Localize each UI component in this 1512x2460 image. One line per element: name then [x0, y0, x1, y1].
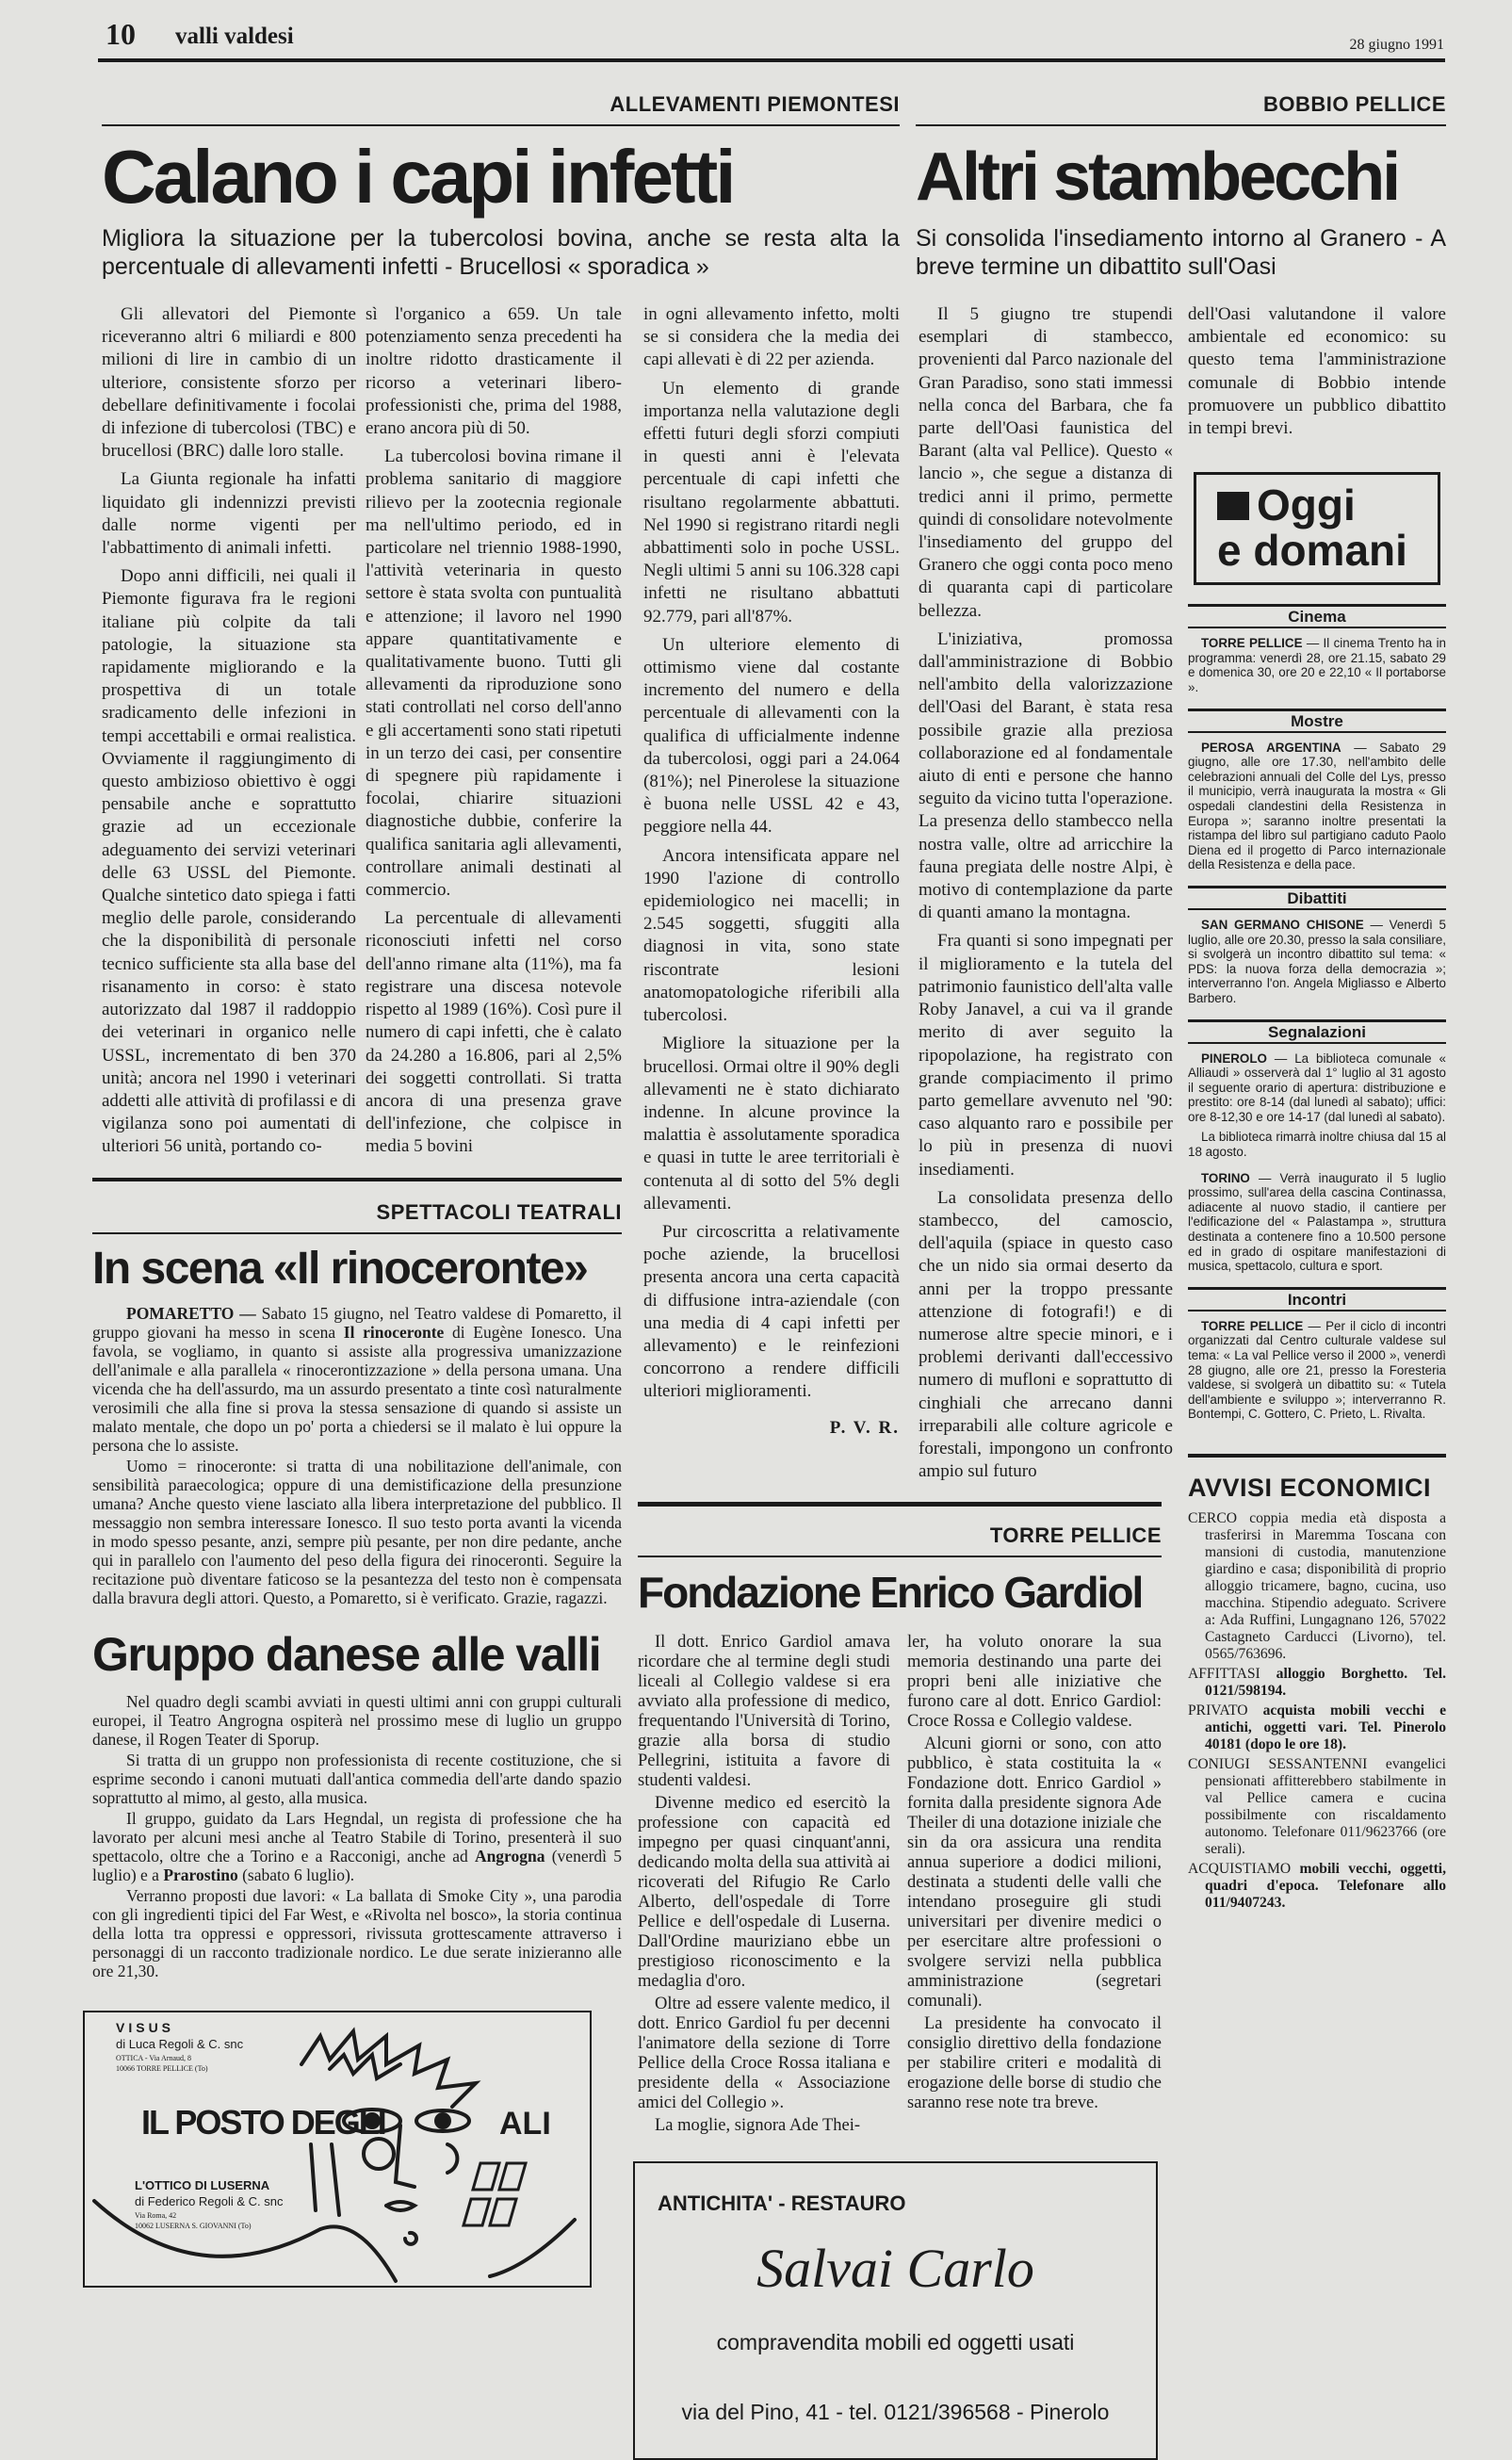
ottico-address-2: 10062 LUSERNA S. GIOVANNI (To) — [135, 2221, 252, 2230]
page-body — [92, 68, 1446, 2460]
right-stack — [1188, 303, 1446, 1914]
oggi-domani-box — [1194, 472, 1440, 585]
article-column-stambecchi — [919, 303, 1173, 1489]
paper-name: valli valdesi — [175, 24, 294, 49]
avvisi-title: AVVISI ECONOMICI — [1188, 1473, 1432, 1502]
page-number: 10 — [106, 17, 136, 51]
paragraph: dell'Oasi valutandone il valore ambientale ed economico: su questo tema l'amministrazione comunale di Bobbio intende promuovere un pubblico dibattito in tempi brevi. — [1188, 304, 1446, 439]
event-item: PINEROLO — La biblioteca comunale « Alliaudi » osserverà dal 1° luglio al 31 agosto il seguente orario di apertura: distribuzione e prestito: ore 8-14 (dal lunedì al sabato); uffici: ore 8-12,30 e ore 14-17 (dal lunedì al sabato). — [1188, 1051, 1446, 1124]
headline-gardiol: Fondazione Enrico Gardiol — [638, 1568, 1143, 1618]
paragraph: Gli allevatori del Piemonte riceveranno altri 6 miliardi e 800 milioni di lire in cambio di un ulteriore, consistente sforzo per debellare definitivamente i focolai di infezione di tubercolosi (TBC) e brucellosi (BRC) dalle loro stalle. — [102, 304, 356, 462]
ad-salvai — [633, 2161, 1158, 2460]
paragraph: Ancora intensificata appare nel 1990 l'azione di controllo epidemiologico nei macelli; in 2.545 soggetti, sfuggiti alla diagnosi in vita, sono state riscontrate lesioni anatomopatologiche riferibili alla tubercolosi. — [643, 845, 900, 1026]
paragraph: La presidente ha convocato il consiglio direttivo della fondazione per stabilire criteri e modalità di erogazione delle borse di studio che saranno rese note tra breve. — [907, 2014, 1162, 2113]
ottico-owner: di Federico Regoli & C. snc — [135, 2193, 284, 2208]
article-column-1 — [102, 303, 356, 1165]
paragraph: Dopo anni difficili, nei quali il Piemonte figurava fra le regioni italiane più colpite da tali patologie, la situazione sta rapidamente migliorando e la prospettiva di un totale sradicamento delle infezioni in tempi accettabili e ormai realistica. Ovviamente il raggiungimento di questo ambizioso obiettivo è oggi pensabile anche e soprattutto grazie ad un eccezionale adeguamento dei servizi veterinari delle 63 USSL del Piemonte. Qualche sintetico dato spiega i fatti meglio delle parole, considerando che la disponibilità di personale tecnico sufficiente sta alla base del risanamento in corso: è stato autorizzato dal 1987 il raddoppio dei veterinari in organico nelle USSL, incrementato di ben 370 unità; ancora nel 1990 i veterinari addetti alle attività di profilassi e di vigilanza sono poi aumentati di ulteriori 56 unità, portando co- — [102, 566, 356, 1157]
paragraph: ler, ha voluto onorare la sua memoria destinando una parte dei propri beni alle iniziative che furono care al dott. Enrico Gardiol: Croce Rossa e Collegio valdese. — [907, 1633, 1162, 1732]
author-signature: P. V. R. — [829, 1417, 900, 1438]
heading-cinema: Cinema — [1188, 604, 1446, 628]
paragraph: La consolidata presenza dello stambecco, del camoscio, dell'aquila (spiace in questo caso che un nido sia ormai deserto da anni per la troppo pressante attenzione di fotografi!) e di numerose altre specie minori, e i problemi derivanti dall'eccessivo numero di mufloni e soprattutto di cinghiali che arrecano danni irreparabili alle colture agricole e forestali, impongono un confronto ampio sul futuro — [919, 1187, 1173, 1482]
black-square-icon — [1217, 492, 1249, 520]
paragraph: Alcuni giorni or sono, con atto pubblico, è stata costituita la « Fondazione dott. Enrico Gardiol » fornita dalla presidente signora Ade Theiler di una dotazione iniziale che sin da ora assicura una rendita annua superiore a dodici milioni, destinata a studenti delle valli che intendano proseguire gli studi universitari per divenire medici o per esercitare altre professioni o svolgere servizi nella pubblica amministrazione (segretari comunali). — [907, 1735, 1162, 2012]
headline-stambecchi: Altri stambecchi — [916, 139, 1399, 215]
masthead-rule — [98, 58, 1445, 62]
event-item: TORRE PELLICE — Il cinema Trento ha in programma: venerdì 28, ore 21.15, sabato 29 e domenica 30, ore 20 e 22,10 « Il portaborse ». — [1188, 636, 1446, 694]
header-allevamenti — [102, 92, 900, 281]
paragraph: Divenne medico ed esercitò la professione con capacità ed impegno per quasi cinquant'anni, dedicando molta della sua attività ai ricoverati del Rifugio Re Carlo Alberto, dell'ospedale di Torre Pellice e dell'ospedale di Luserna. Dall'Ordine mauriziano ebbe un prestigioso riconoscimento e la medaglia d'oro. — [638, 1794, 890, 1992]
paragraph: Il dott. Enrico Gardiol amava ricordare che al termine degli studi liceali al Collegio valdese si era avviato alla professione di medico, frequentando l'Università di Torino, grazie alla borsa di studio Pellegrini, istituita a favore di studenti valdesi. — [638, 1633, 890, 1791]
domani-title: e domani — [1217, 526, 1407, 576]
classified-item: CONIUGI SESSANTENNI evangelici pensionati affitterebbero stabilmente in val Pellice camera e cucina possibilmente con riscaldamento autonomo. Telefonare 011/9623766 (ore serali). — [1188, 1755, 1446, 1857]
paragraph: Un ulteriore elemento di ottimismo viene dal costante incremento del numero e della percentuale di allevamenti con la qualifica di ufficialmente indenne da tubercolosi, oggi pari a 24.064 (81%); nel Pinerolese la situazione è buona nelle USSL 42 e 43, peggiore nella 44. — [643, 634, 900, 838]
ad-address: via del Pino, 41 - tel. 0121/396568 - Pinerolo — [681, 2400, 1110, 2425]
article-gardiol-column-1 — [638, 1633, 890, 2139]
avvisi-rule — [1188, 1454, 1446, 1458]
event-item: TORRE PELLICE — Per il ciclo di incontri organizzati dal Centro culturale valdese sul tema: « La val Pellice verso il 2000 », venerdì 28 giugno, alle ore 21, presso la Foresteria valdese, si svolgerà un dibattito su: « Tutela dell'ambiente e sviluppo »; interverranno R. Bontempi, C. Gottero, C. Prieto, L. Rivalta. — [1188, 1318, 1446, 1422]
ottico-name: L'OTTICO DI LUSERNA — [135, 2177, 270, 2192]
oggi-title: Oggi — [1257, 481, 1356, 530]
gardiol-article — [638, 1489, 1162, 2139]
article-continuation-stambecchi — [1188, 303, 1446, 446]
section-divider — [638, 1502, 1162, 1507]
section-divider — [92, 1178, 622, 1181]
event-item: TORINO — Verrà inaugurato il 5 luglio prossimo, sull'area della cascina Continassa, adiacente al nuovo stadio, il cantiere per l'edificazione del « Palastampa », struttura destinata a contenere fino a 10.500 persone ed in grado di ospitare manifestazioni di musica, spettacolo, cultura e sport. — [1188, 1170, 1446, 1274]
article-rinoceronte-body — [92, 1304, 622, 1609]
ottico-address-1: Via Roma, 42 — [135, 2210, 177, 2220]
logo-posto-degli: IL POSTO DEGLI — [141, 2102, 385, 2142]
section-label-spettacoli: SPETTACOLI TEATRALI — [376, 1199, 622, 1224]
article-gardiol-column-2 — [907, 1633, 1162, 2116]
paragraph: Uomo = rinoceronte: si tratta di una nobilitazione dell'animale, con sensibilità paraecologica; oppure di una demistificazione della presunzione umana? Anche questo viene lasciato alla libera interpretazione del pubblico. Il messaggio non sembra interessare Ionesco. Il suo testo porta avanti la vicenda in modo spesso pesante, anzi, sempre più pesante, per non dire pedante, anche qui in parallelo con l'aumento del peso della figura dei rinoceronti. Seguire la recitazione può diventare faticoso se la pesantezza del testo non è compensata dalla bravura degli attori. Questo, a Pomaretto, si è verificato. Grazie, ragazzi. — [92, 1456, 622, 1607]
visus-address-2: 10066 TORRE PELLICE (To) — [116, 2063, 208, 2073]
paragraph: POMARETTO — Sabato 15 giugno, nel Teatro valdese di Pomaretto, il gruppo giovani ha messo in scena Il rinoceronte di Eugène Ionesco. Una favola, se vogliamo, in quanto si assiste alla progressiva umanizzazione dell'animale e alla parallela « rinocerontizzazione » della persona umana. Una vicenda che ha dell'assurdo, ma un assurdo presentato a tinte così naturalmente verosimili che alla fine si prova la stessa sensazione di quando si assiste un malato mentale, che dopo un po' porta a chiedersi se il malato è lui oppure la persona che lo assiste. — [92, 1303, 622, 1455]
subtitle-calano: Migliora la situazione per la tubercolosi bovina, anche se resta alta la percentuale di allevamenti infetti - Brucellosi « sporadica » — [102, 225, 900, 280]
paragraph: Il 5 giugno tre stupendi esemplari di stambecco, provenienti dal Parco nazionale del Gran Paradiso, sono stati immessi nella conca del Barbara, che fa parte dell'Oasi faunistica del Barant (alta val Pellice). Questo « lancio », che segue a distanza di tredici anni il primo, permette quindi di consolidare notevolmente l'insediamento del gruppo del Granero che oggi conta poco meno di quaranta capi di particolare bellezza. — [919, 304, 1173, 621]
paragraph: Migliore la situazione per la brucellosi. Ormai oltre il 90% degli allevamenti ne è stato dichiarato indenne. In alcune province la malattia è assolutamente sporadica e quasi in tutte le aree territoriali è contenuta al di sotto del 5% degli allevamenti. — [643, 1034, 900, 1214]
paragraph: Si tratta di un gruppo non professionista di recente costituzione, che si esprime secondo i canoni mutuati dall'antica commedia dell'arte dando spazio soprattutto al mimo, al gesto, alla musica. — [92, 1750, 622, 1807]
classified-item: ACQUISTIAMO mobili vecchi, oggetti, quadri d'epoca. Telefonare allo 011/9407243. — [1188, 1860, 1446, 1911]
article-column-3 — [643, 303, 900, 1440]
gardiol-columns — [638, 1633, 1162, 2139]
paragraph: sì l'organico a 659. Un tale potenziamento senza precedenti ha inoltre ridotto drasticamente il ricorso a veterinari libero-professionisti che, prima del 1988, erano ancora più di 50. — [366, 304, 622, 439]
left-stack — [92, 303, 622, 2288]
paragraph: La percentuale di allevamenti riconosciuti infetti nel corso dell'anno rimane alta (11%), ma fa registrare una discesa notevole rispetto al 1989 (16%). Così pure il numero di capi infetti, che è calato da 24.280 a 16.806, pari al 2,5% dei soggetti controllati. Si tratta ancora di una presenza grave dell'infezione, che colpisce in media 5 bovini — [366, 908, 622, 1157]
ad-description: compravendita mobili ed oggetti usati — [716, 2330, 1075, 2355]
classified-item: CERCO coppia media età disposta a trasferirsi in Maremma Toscana con mansioni di custodia, manutenzione giardino e casa; disponibilità di proprio alloggio tricamere, bagno, cucina, uso macchina. Stipendio adeguato. Scrivere a: Ada Ruffini, Lungagnano 126, 57022 Castagneto Carducci (Livorno), tel. 0565/763696. — [1188, 1509, 1446, 1662]
paragraph: in ogni allevamento infetto, molti se si considera che la media dei capi allevati è di 22 per azienda. — [643, 304, 900, 370]
paragraph: L'iniziativa, promossa dall'amministrazione di Bobbio nell'ambito della valorizzazione dell'Oasi del Barant, è stata resa possibile grazie alla preziosa collaborazione ed al fondamentale aiuto di enti e persone che hanno seguito da vicino tutta l'operazione. La presenza dello stambecco nella nostra valle, oltre ad arricchire la fauna pregiata delle nostre Alpi, è motivo di contemplazione da parte di quanti amano la montagna. — [919, 628, 1173, 923]
middle-stack — [638, 303, 1173, 2460]
paragraph: Pur circoscritta a relativamente poche aziende, la brucellosi presenta ancora una certa capacità di diffusione intra-aziendale (con una media di 4 capi infetti per allevamento) e le reinfezioni concorrono a rendere difficili ulteriori miglioramenti. — [643, 1221, 900, 1402]
paragraph: Oltre ad essere valente medico, il dott. Enrico Gardiol fu per decenni l'animatore della sezione di Torre Pellice della Croce Rossa italiana e presidente della « Associazione amici del Collegio ». — [638, 1995, 890, 2113]
event-item: SAN GERMANO CHISONE — Venerdì 5 luglio, alle ore 20.30, presso la sala consiliare, si svolgerà un incontro dibattito sul tema: « PDS: la nuova forza della democrazia »; interverranno l'on. Angela Migliasso e Alberto Barbero. — [1188, 917, 1446, 1005]
article-danese-body — [92, 1692, 622, 1982]
article-column-2 — [366, 303, 622, 1165]
headline-danese: Gruppo danese alle valli — [92, 1627, 601, 1681]
paragraph: La moglie, signora Ade Thei- — [655, 2116, 861, 2136]
paragraph: Verranno proposti due lavori: « La ballata di Smoke City », una parodia con gli ingredienti tipici del Far West, e «Rivolta nel bosco», la storia continua della lotta tra oppressi e oppressori, rivissuta grottescamente attraverso i personaggi di un racconto tradizionale nordico. Le due serate inizieranno alle ore 21,30. — [92, 1885, 622, 1980]
heading-mostre: Mostre — [1188, 709, 1446, 733]
middle-columns — [638, 303, 1173, 1489]
event-item: PEROSA ARGENTINA — Sabato 29 giugno, alle ore 17.30, nell'ambito delle celebrazioni annuali del Colle del Lys, presso il municipio, verrà inaugurata la mostra « Gli ospedali clandestini della Resistenza in Europa »; saranno inoltre presentati la ristampa del libro sul partigiano caduto Paolo Diena ed il progetto di Parco internazionale della Resistenza e della pace. — [1188, 740, 1447, 872]
events-listing — [1188, 591, 1446, 1427]
issue-date: 28 giugno 1991 — [1349, 37, 1444, 53]
headline-calano: Calano i capi infetti — [102, 135, 734, 219]
section-rule — [92, 1232, 622, 1234]
logo-ali: ALI — [499, 2105, 551, 2142]
classified-item: AFFITTASI alloggio Borghetto. Tel. 0121/598194. — [1188, 1665, 1446, 1699]
paragraph: La Giunta regionale ha infatti liquidato gli indennizzi previsti dalle norme vigenti per l'abbattimento di animali infetti. — [102, 469, 356, 559]
paragraph: La tubercolosi bovina rimane il problema sanitario di maggiore rilievo per la zootecnia regionale ma nell'ultimo periodo, ed in particolare nel triennio 1988-1990, l'attività veterinaria in questo settore è stata svolta con puntualità e attenzione; il lavoro nel 1990 appare quantitativamente e qualitativamente buono. Tutti gli allevamenti da riproduzione sono stati controllati nel corso dell'anno e gli accertamenti sono stati ripetuti in un terzo dei casi, per consentire di spegnere più rapidamente i focolai, chiarire situazioni diagnostiche dubbie, conferire la qualifica sanitaria agli allevamenti, controllare animali destinati al commercio. — [366, 447, 622, 901]
section-rule — [102, 124, 900, 126]
headline-rinoceronte: In scena «Il rinoceronte» — [92, 1243, 588, 1294]
section-label-torre-pellice: TORRE PELLICE — [989, 1523, 1162, 1548]
visus-address-1: OTTICA - Via Arnaud, 8 — [116, 2053, 192, 2062]
paragraph: Nel quadro degli scambi avviati in questi ultimi anni con gruppi culturali europei, il Teatro Angrogna ospiterà nel prossimo mese di luglio un gruppo danese, il Rogen Teater di Sporup. — [92, 1691, 622, 1749]
section-rule — [916, 124, 1446, 126]
visus-name: VISUS — [116, 2019, 175, 2035]
heading-dibattiti: Dibattiti — [1188, 886, 1446, 910]
visus-owner: di Luca Regoli & C. snc — [116, 2036, 244, 2051]
paragraph: Un elemento di grande importanza nella valutazione degli effetti futuri degli sforzi compiuti in questi anni è l'elevata percentuale di capi infetti che risultano regolarmente abbattuti. Nel 1990 si registrano ritardi negli abbattimenti solo in poche USSL. Negli ultimi 5 anni su 106.328 capi infetti ne risultano abbattuti 92.779, pari all'87%. — [643, 378, 900, 627]
heading-incontri: Incontri — [1188, 1287, 1446, 1311]
section-label-allevamenti: ALLEVAMENTI PIEMONTESI — [610, 92, 900, 116]
header-stambecchi — [916, 92, 1446, 281]
section-rule — [638, 1556, 1162, 1557]
subtitle-stambecchi: Si consolida l'insediamento intorno al Granero - A breve termine un dibattito sull'Oasi — [916, 225, 1446, 280]
classified-item: PRIVATO acquista mobili vecchi e antichi, oggetti vari. Tel. Pinerolo 40181 (dopo le ore 18). — [1188, 1702, 1446, 1752]
section-label-bobbio: BOBBIO PELLICE — [1262, 92, 1446, 116]
paragraph: Fra quanti si sono impegnati per il miglioramento e la tutela del patrimonio faunistico dell'alta valle Roby Janavel, a cui va il grande merito di aver seguito la ripopolazione, ha registrato con grande compiacimento il primo parto gemellare avvenuto nel '90: caso alquanto raro e possibile per lo più in presenza di nuovi insediamenti. — [919, 931, 1173, 1180]
ad-visus — [83, 2011, 592, 2288]
classified-list — [1188, 1510, 1446, 1914]
event-item-extra: La biblioteca rimarrà inoltre chiusa dal 15 al 18 agosto. — [1188, 1130, 1446, 1160]
headline-row — [92, 92, 1446, 281]
ad-tagline: ANTICHITA' - RESTAURO — [658, 2191, 906, 2216]
ad-business-name: Salvai Carlo — [756, 2238, 1034, 2300]
main-row — [92, 303, 1446, 2460]
heading-segnalazioni: Segnalazioni — [1188, 1019, 1446, 1044]
allevamenti-columns-1-2 — [92, 303, 622, 1165]
paragraph: Il gruppo, guidato da Lars Hegndal, un regista di professione che ha lavorato per alcuni mesi anche al Teatro Stabile di Torino, presenterà il suo spettacolo, oltre che a Torino e a Racconigi, anche ad Angrogna (venerdì 5 luglio) e a Prarostino (sabato 6 luglio). — [92, 1808, 622, 1884]
